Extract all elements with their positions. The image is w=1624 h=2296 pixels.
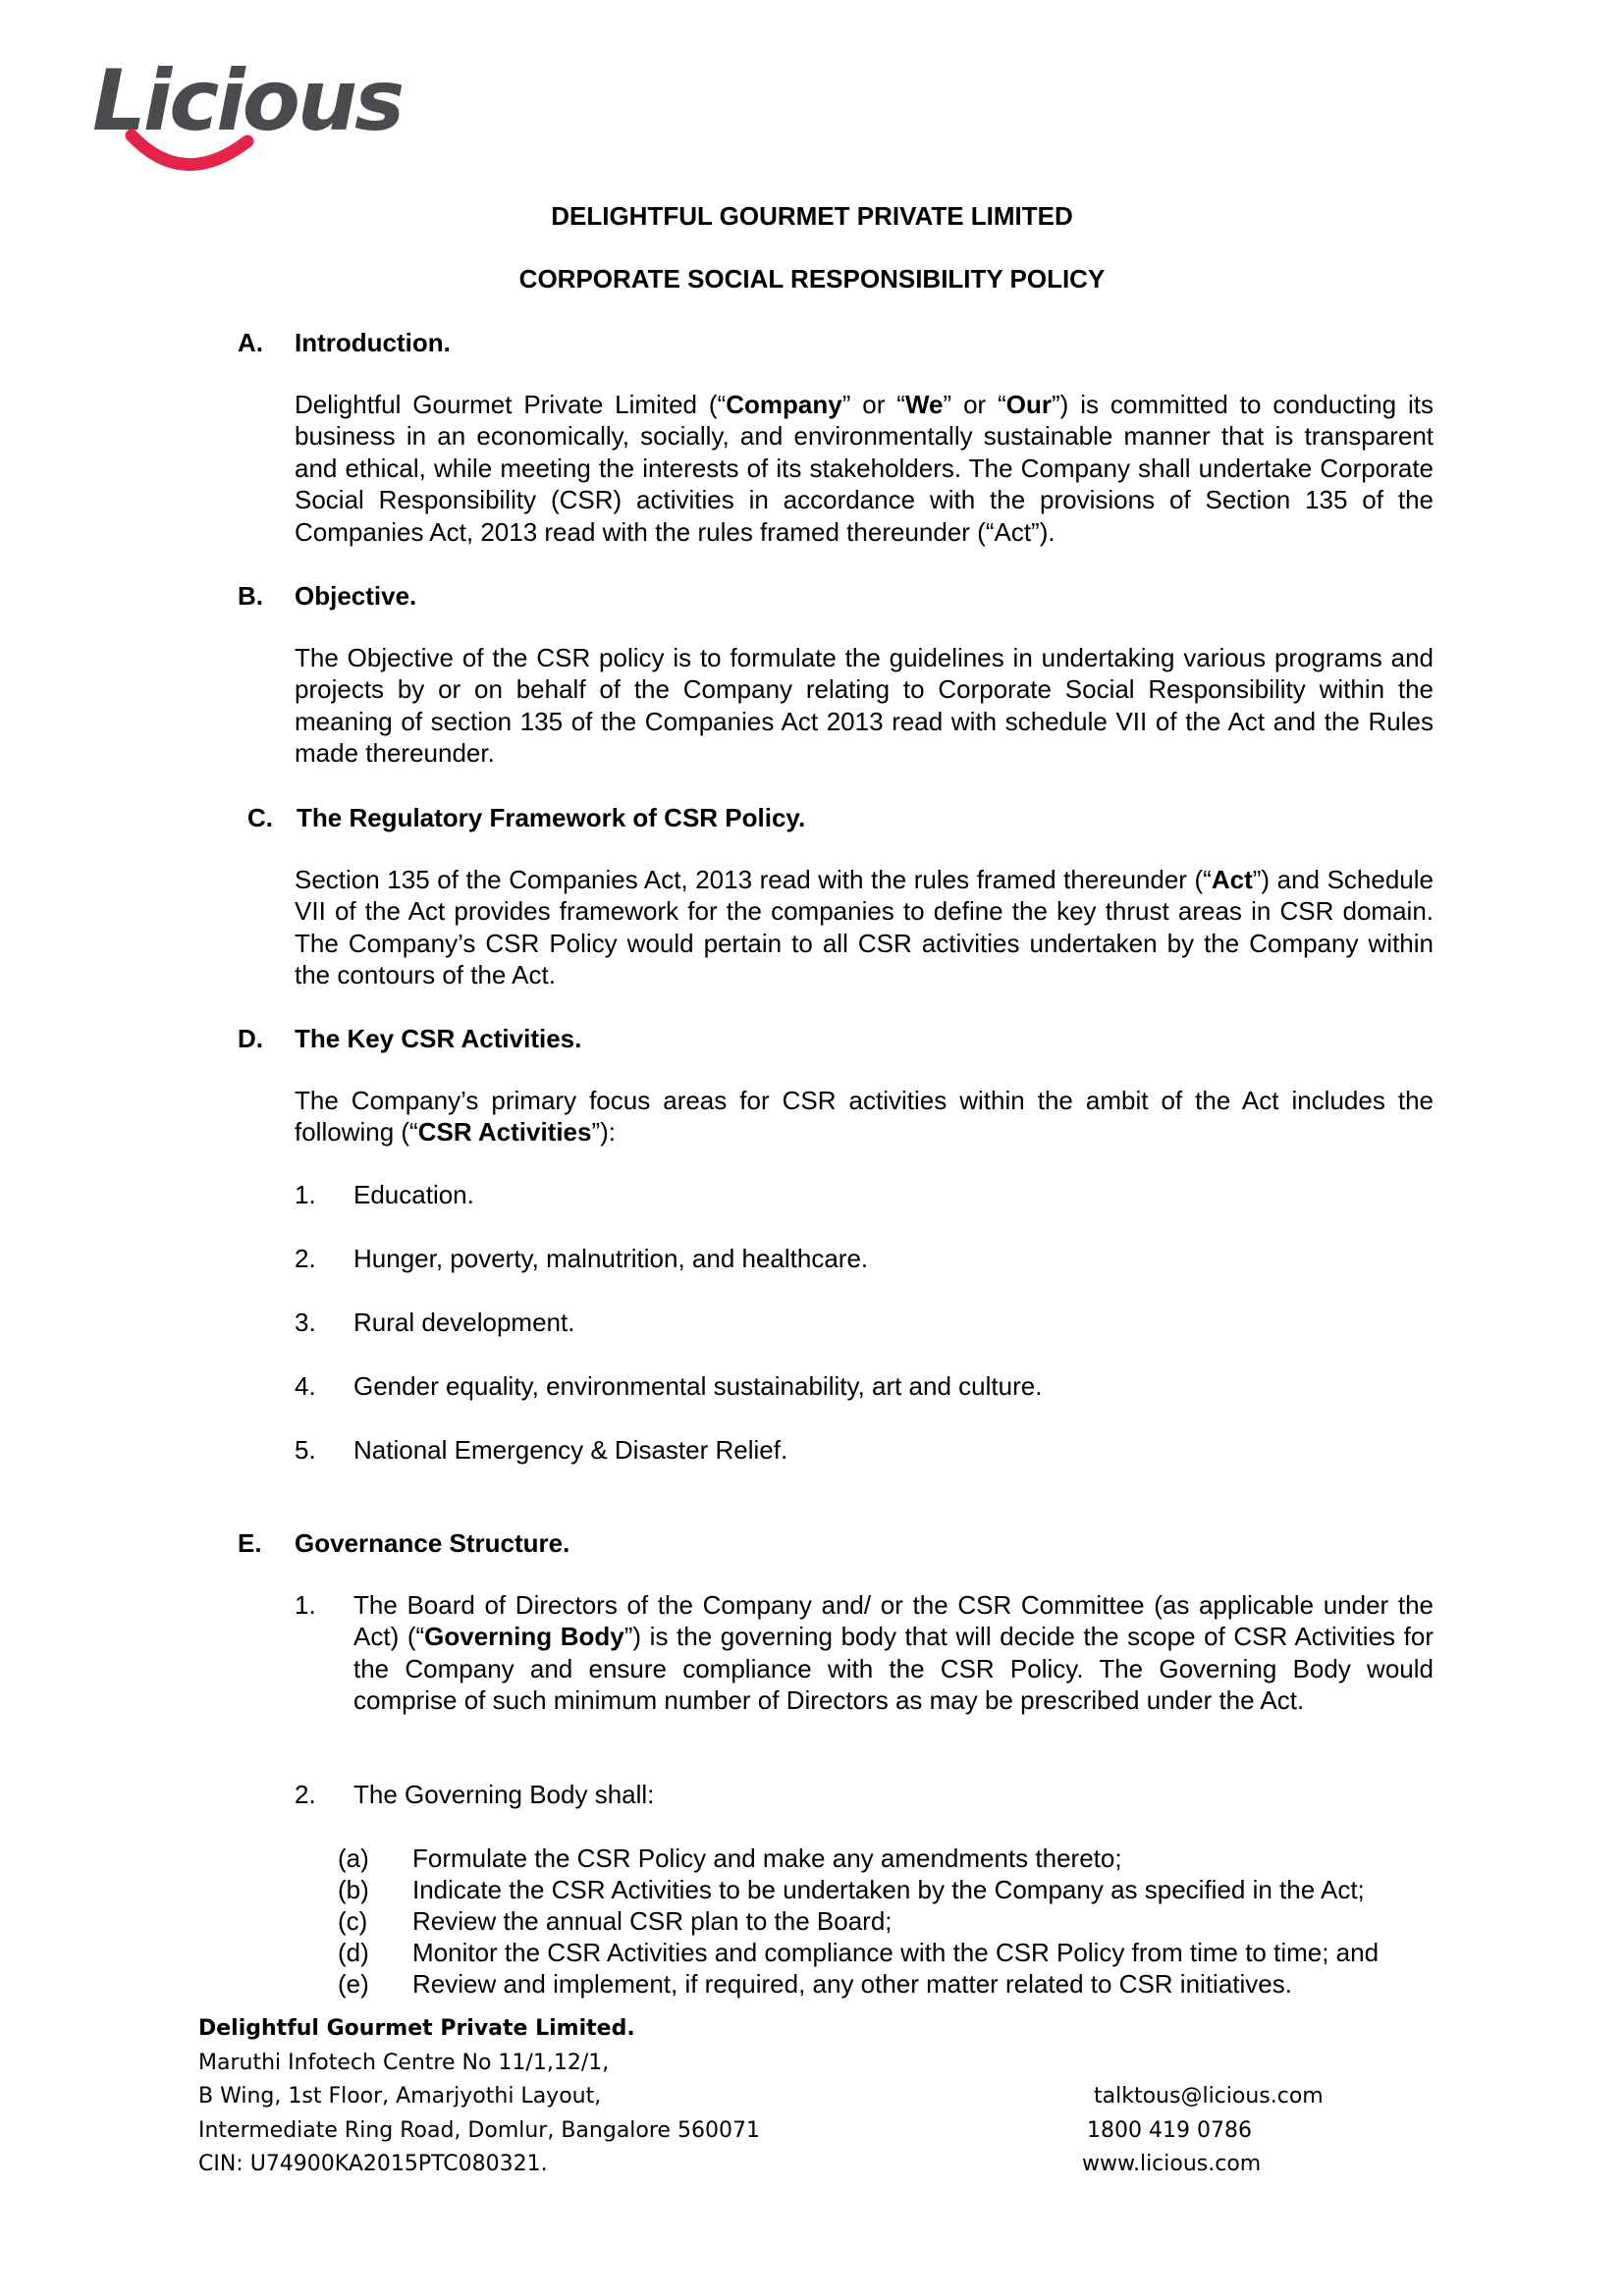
licious-logo: [90, 51, 403, 167]
section-heading: Introduction.: [295, 328, 451, 357]
footer-phone: 1800 419 0786: [1087, 2118, 1252, 2143]
section-heading: Governance Structure.: [295, 1528, 570, 1558]
governance-item-1: 1. The Board of Directors of the Company and/ or the CSR Committee (as applicable under the Act) (“Governing Body”) is the governing body that will decide the scope of CSR Activities for the Company and ensure compliance with the CSR Policy. The Governing Body would comprise of such minimum number of Directors as may be prescribed under the Act.: [295, 1590, 1434, 1716]
section-letter: A.: [238, 328, 263, 357]
footer-website[interactable]: www.licious.com: [1082, 2152, 1262, 2176]
footer-company: Delightful Gourmet Private Limited.: [198, 2016, 635, 2041]
company-title: DELIGHTFUL GOURMET PRIVATE LIMITED: [551, 201, 1073, 231]
section-a-paragraph: Delightful Gourmet Private Limited (“Company” or “We” or “Our”) is committed to conducting its business in an economically, socially, and environmentally sustainable manner that is transparent and ethical, while meeting the interests of its stakeholders. The Company shall undertake Corporate Social Responsibility (CSR) activities in accordance with the provisions of Section 135 of the Companies Act, 2013 read with the rules framed thereunder (“Act”).: [295, 390, 1435, 547]
section-letter: E.: [238, 1528, 262, 1558]
policy-title: CORPORATE SOCIAL RESPONSIBILITY POLICY: [518, 264, 1106, 294]
logo-wordmark: Licious: [92, 52, 403, 150]
section-heading: The Regulatory Framework of CSR Policy.: [297, 803, 806, 832]
footer-address-line: Maruthi Infotech Centre No 11/1,12/1,: [198, 2050, 610, 2075]
section-letter: B.: [238, 581, 263, 611]
footer-email[interactable]: talktous@licious.com: [1094, 2084, 1324, 2109]
footer-cin: CIN: U74900KA2015PTC080321.: [198, 2152, 548, 2176]
section-b-paragraph: The Objective of the CSR policy is to formulate the guidelines in undertaking various programs and projects by or on behalf of the Company relating to Corporate Social Responsibility within the meaning of section 135 of the Companies Act 2013 read with schedule VII of the Act and the Rules made thereunder.: [295, 643, 1434, 769]
footer-address-line: B Wing, 1st Floor, Amarjyothi Layout,: [198, 2084, 602, 2109]
section-letter: C.: [247, 803, 273, 832]
footer-address: [198, 2012, 760, 2182]
section-letter: D.: [238, 1024, 263, 1053]
footer-address-line: Intermediate Ring Road, Domlur, Bangalore 560071: [198, 2117, 760, 2143]
section-d-paragraph: The Company’s primary focus areas for CSR activities within the ambit of the Act includes the following (“CSR Activities”):: [295, 1086, 1434, 1148]
section-c-paragraph: Section 135 of the Companies Act, 2013 read with the rules framed thereunder (“Act”) and Schedule VII of the Act provides framework for the companies to define the key thrust areas in CSR domain. The Company’s CSR Policy would pertain to all CSR activities undertaken by the Company within the contours of the Act.: [295, 865, 1435, 990]
section-heading: Objective.: [295, 581, 417, 611]
section-heading: The Key CSR Activities.: [295, 1024, 582, 1053]
